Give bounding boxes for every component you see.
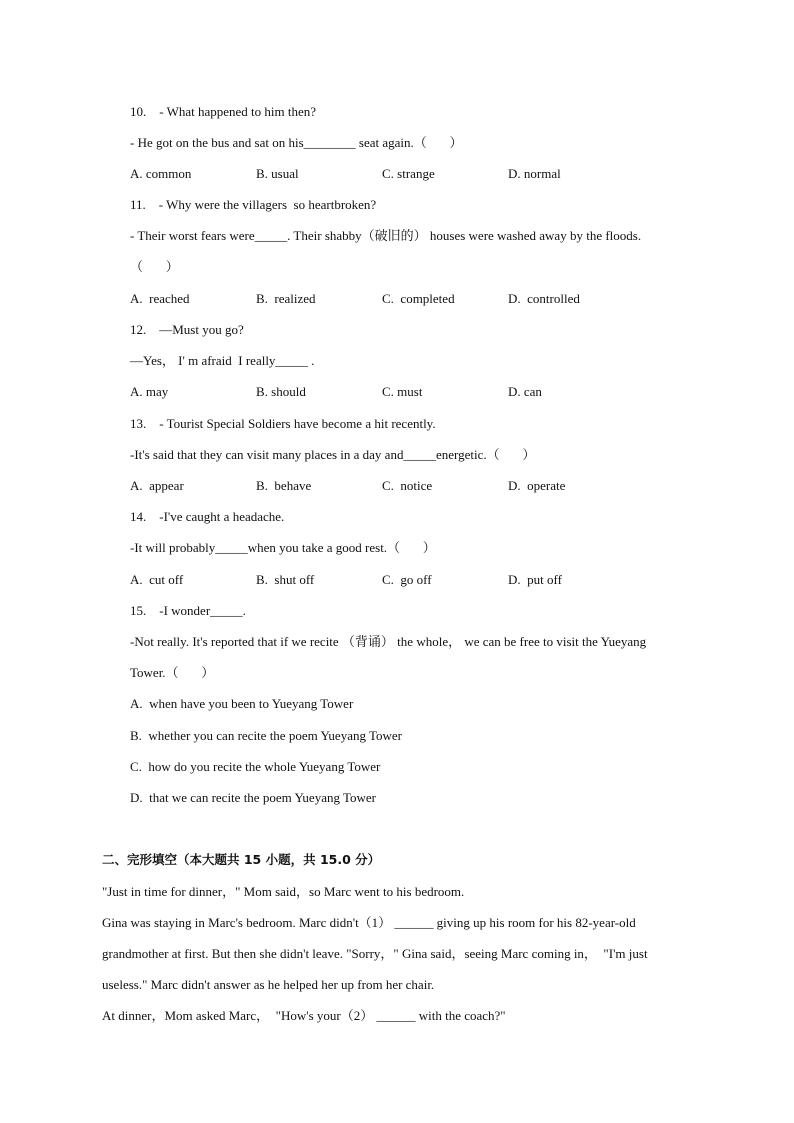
question-11-option-d[interactable]: D. controlled	[508, 291, 580, 306]
passage-line: Gina was staying in Marc's bedroom. Marc didn't（1） ______ giving up his room for his 82-year-old	[102, 915, 636, 930]
question-10-line: - He got on the bus and sat on his________ seat again.（ ）	[130, 135, 463, 150]
question-11-stem: 11. - Why were the villagers so heartbroken?	[130, 197, 377, 212]
question-14-option-a[interactable]: A. cut off	[130, 572, 184, 587]
passage-line: "Just in time for dinner，" Mom said，so Marc went to his bedroom.	[102, 884, 465, 899]
question-10-option-d[interactable]: D. normal	[508, 166, 561, 181]
question-15-line-cont: Tower.（ ）	[130, 665, 215, 680]
question-10-stem: 10. - What happened to him then?	[130, 104, 317, 119]
question-15-option-c[interactable]: C. how do you recite the whole Yueyang Tower	[130, 759, 381, 774]
question-15-line: -Not really. It's reported that if we recite （背诵） the whole， we can be free to visit the Yueyang	[130, 634, 647, 649]
question-13-option-a[interactable]: A. appear	[130, 478, 184, 493]
question-11-option-c[interactable]: C. completed	[382, 291, 455, 306]
question-13-option-d[interactable]: D. operate	[508, 478, 566, 493]
question-15-option-d[interactable]: D. that we can recite the poem Yueyang Tower	[130, 790, 376, 805]
passage-line: At dinner，Mom asked Marc， "How's your（2） ______ with the coach?"	[102, 1008, 506, 1023]
question-13-option-c[interactable]: C. notice	[382, 478, 433, 493]
question-12-option-c[interactable]: C. must	[382, 384, 423, 399]
question-13-option-b[interactable]: B. behave	[256, 478, 312, 493]
question-11-line: - Their worst fears were_____. Their shabby（破旧的） houses were washed away by the floods.	[130, 228, 642, 243]
question-15-option-b[interactable]: B. whether you can recite the poem Yueyang Tower	[130, 728, 402, 743]
question-15-option-a[interactable]: A. when have you been to Yueyang Tower	[130, 696, 354, 711]
question-15-stem: 15. -I wonder_____.	[130, 603, 246, 618]
question-11-answer-bracket: （ ）	[130, 259, 179, 274]
question-12-option-d[interactable]: D. can	[508, 384, 542, 399]
question-10-option-a[interactable]: A. common	[130, 166, 192, 181]
passage-line: grandmother at first. But then she didn't leave. "Sorry，" Gina said，seeing Marc coming in， "I'm just	[102, 946, 648, 961]
question-12-stem: 12. —Must you go?	[130, 322, 244, 337]
question-14-option-b[interactable]: B. shut off	[256, 572, 315, 587]
question-14-stem: 14. -I've caught a headache.	[130, 509, 285, 524]
question-12-line: —Yes， I' m afraid I really_____ .	[130, 353, 315, 368]
question-11-option-a[interactable]: A. reached	[130, 291, 190, 306]
question-13-stem: 13. - Tourist Special Soldiers have become a hit recently.	[130, 416, 436, 431]
passage-line: useless." Marc didn't answer as he helped her up from her chair.	[102, 977, 435, 992]
question-13-line: -It's said that they can visit many places in a day and_____energetic.（ ）	[130, 447, 536, 462]
question-14-line: -It will probably_____when you take a good rest.（ ）	[130, 540, 436, 555]
section-heading: 二、完形填空（本大题共 15 小题，共 15.0 分）	[102, 852, 381, 867]
question-14-option-c[interactable]: C. go off	[382, 572, 432, 587]
question-14-option-d[interactable]: D. put off	[508, 572, 562, 587]
question-10-option-c[interactable]: C. strange	[382, 166, 435, 181]
question-10-option-b[interactable]: B. usual	[256, 166, 299, 181]
question-12-option-a[interactable]: A. may	[130, 384, 169, 399]
question-11-option-b[interactable]: B. realized	[256, 291, 316, 306]
question-12-option-b[interactable]: B. should	[256, 384, 306, 399]
